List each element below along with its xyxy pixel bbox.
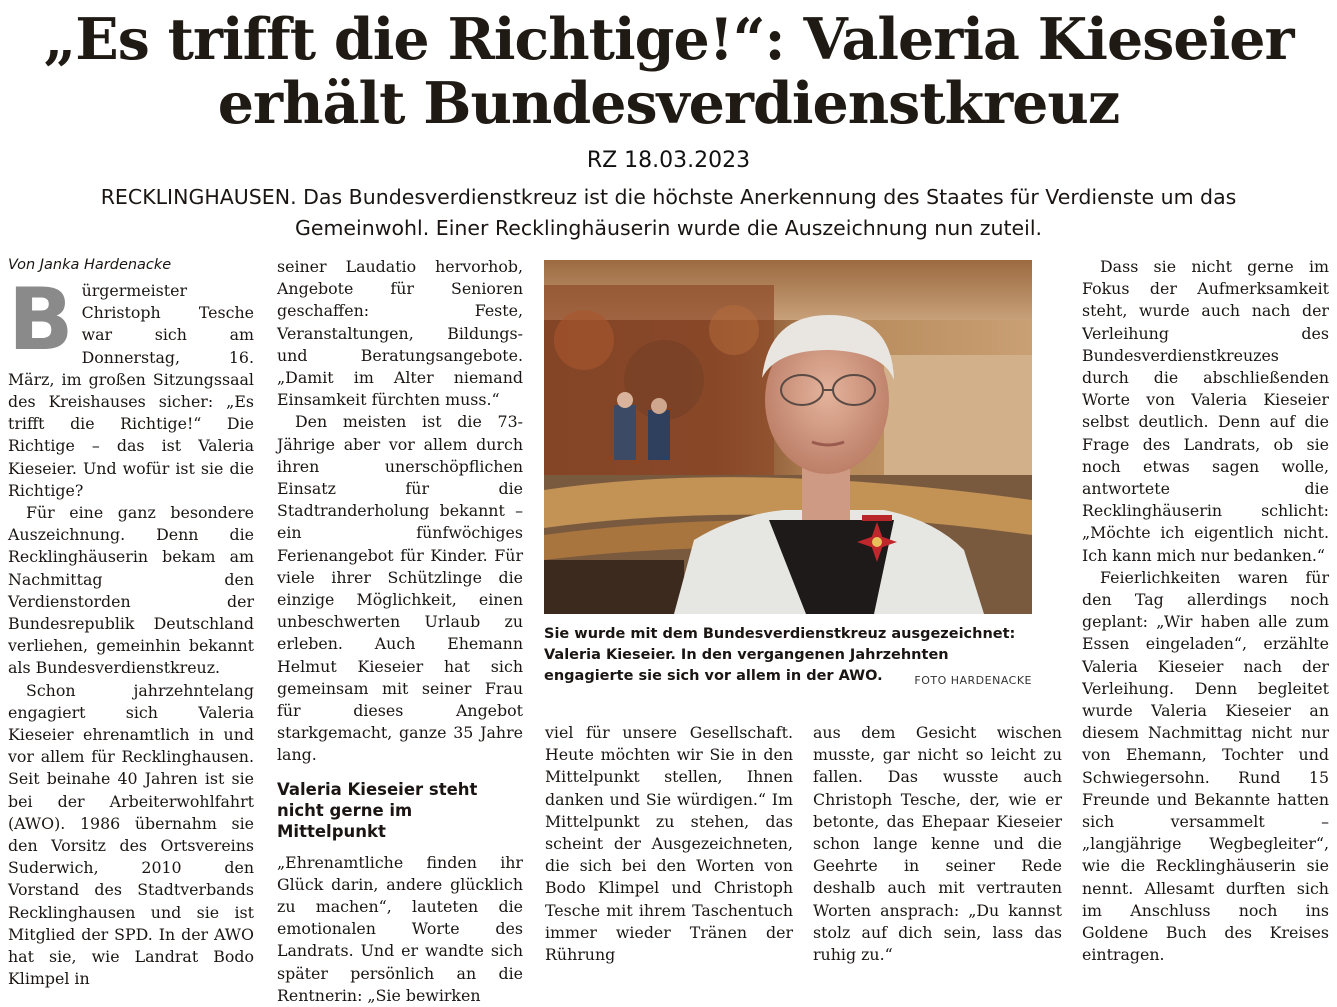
article-paragraph: Den meisten ist die 73-Jährige aber vor allem durch ihren unerschöpflichen Einsatz für die Stadtranderholung bekannt – ein fünfwöchiges Ferienangebot für Kinder. Für viele ihrer Schützlinge die einzige Möglichkeit, einen unbeschwerten Urlaub zu erleben. Auch Ehemann Helmut Kieseier hat sich gemeinsam mit seiner Frau für dieses Angebot starkgemacht, ganze 35 Jahre lang. xyxy=(277,412,523,765)
dateline: RZ 18.03.2023 xyxy=(586,148,751,173)
article-paragraph: aus dem Gesicht wischen musste, gar nicht so leicht zu fallen. Das wusste auch Christoph Tesche, der, wie er betonte, das Ehepaar Kieseier schon lange kenne und die Geehrte in seiner Rede deshalb auch mit vertrauten Worten ansprach: „Du kannst stolz auf dich sein, lass das ruhig zu.“ xyxy=(813,723,1062,965)
paragraph-text: ürgermeister Christoph Tesche war sich am Donnerstag, 16. März, im großen Sitzungssaal des Kreishauses sicher: „Es trifft die Richtige!“ Die Richtige – das ist Valeria Kieseier. Und wofür ist sie die Richtige? xyxy=(8,281,254,500)
headline-line-2: erhält Bundesverdienstkreuz xyxy=(217,70,1120,137)
article-paragraph: Dass sie nicht gerne im Fokus der Aufmerksamkeit steht, wurde auch nach der Verleihung des Bundesverdienstkreuzes durch die abschließenden Worte von Valeria Kieseier selbst deutlich. Denn auf die Frage des Landrats, ob sie noch etwas sagen wolle, antwortete die Recklinghäuserin schlicht: „Möchte ich eigentlich nicht. Ich kann mich nur bedanken.“ xyxy=(1082,257,1329,565)
lead-paragraph: RECKLINGHAUSEN. Das Bundesverdienstkreuz ist die höchste Anerkennung des Staates für Verdienste um das Gemeinwohl. Einer Recklinghäuserin wurde die Auszeichnung nun zuteil. xyxy=(100,185,1237,240)
article-column-3 xyxy=(545,722,793,966)
article-paragraph: Feierlichkeiten waren für den Tag allerdings noch geplant: „Wir haben alle zum Essen eingeladen“, erzählte Valeria Kieseier nach der Verleihung. Denn begleitet wurde Valeria Kieseier an diesem Nachmittag nicht nur von Ehemann, Tochter und Schwiegersohn. Rund 15 Freunde und Bekannte hatten sich versammelt – „langjährige Wegbegleiter“, wie die Recklinghäuserin sie nennt. Allesamt durften sich im Anschluss noch ins Goldene Buch des Kreises eintragen. xyxy=(1082,567,1329,965)
headline xyxy=(0,8,1337,136)
headline-line-1: „Es trifft die Richtige!“: Valeria Kieseier xyxy=(43,6,1294,73)
article-paragraph xyxy=(8,270,254,502)
article-paragraph: Schon jahrzehntelang engagiert sich Valeria Kieseier ehrenamtlich in und vor allem für Recklinghausen. Seit beinahe 40 Jahren ist sie bei der Arbeiterwohlfahrt (AWO). 1986 übernahm sie den Vorsitz des Ortsvereins Suderwich, 2010 den Vorstand des Stadtverbands Recklinghausen und sie ist Mitglied der SPD. In der AWO hat sie, wie Landrat Bodo Klimpel in xyxy=(8,680,254,989)
drop-cap: B xyxy=(8,270,74,370)
article-photo xyxy=(544,260,1032,614)
article-column-4 xyxy=(813,722,1062,966)
article-column-2 xyxy=(277,256,523,1007)
article-column-5 xyxy=(1082,256,1329,967)
article-paragraph: seiner Laudatio hervorhob, Angebote für Senioren geschaffen: Feste, Veranstaltungen, Bildungs- und Beratungsangebote. „Damit im Alter niemand Einsamkeit fürchten muss.“ xyxy=(277,257,523,410)
article-paragraph: viel für unsere Gesellschaft. Heute möchten wir Sie in den Mittelpunkt stellen, Ihnen danken und Sie würdigen.“ Im Mittelpunkt zu stehen, das scheint der Ausgezeichneten, die sich bei den Worten von Bodo Klimpel und Christoph Tesche mit ihrem Taschentuch immer wieder Tränen der Rührung xyxy=(545,723,793,965)
article-paragraph: „Ehrenamtliche finden ihr Glück darin, andere glücklich zu machen“, lauteten die emotionalen Worte des Landrats. Und er wandte sich später persönlich an die Rentnerin: „Sie bewirken xyxy=(277,852,523,1005)
article-paragraph: Für eine ganz besondere Auszeichnung. Denn die Recklinghäuserin bekam am Nachmittag den Verdienstorden der Bundesrepublik Deutschland verliehen, gemeinhin bekannt als Bundesverdienstkreuz. xyxy=(8,503,254,678)
photo-credit: FOTO HARDENACKE xyxy=(914,674,1032,687)
subheading: Valeria Kieseier steht nicht gerne im Mittelpunkt xyxy=(277,779,478,841)
photo-portrait-council-hall xyxy=(544,260,1032,614)
photo-caption: Sie wurde mit dem Bundesverdienstkreuz ausgezeichnet: Valeria Kieseier. In den vergangenen Jahrzehnten engagierte sie sich vor allem in der AWO. xyxy=(544,626,1016,684)
article-column-1 xyxy=(8,256,254,991)
byline: Von Janka Hardenacke xyxy=(8,257,172,273)
